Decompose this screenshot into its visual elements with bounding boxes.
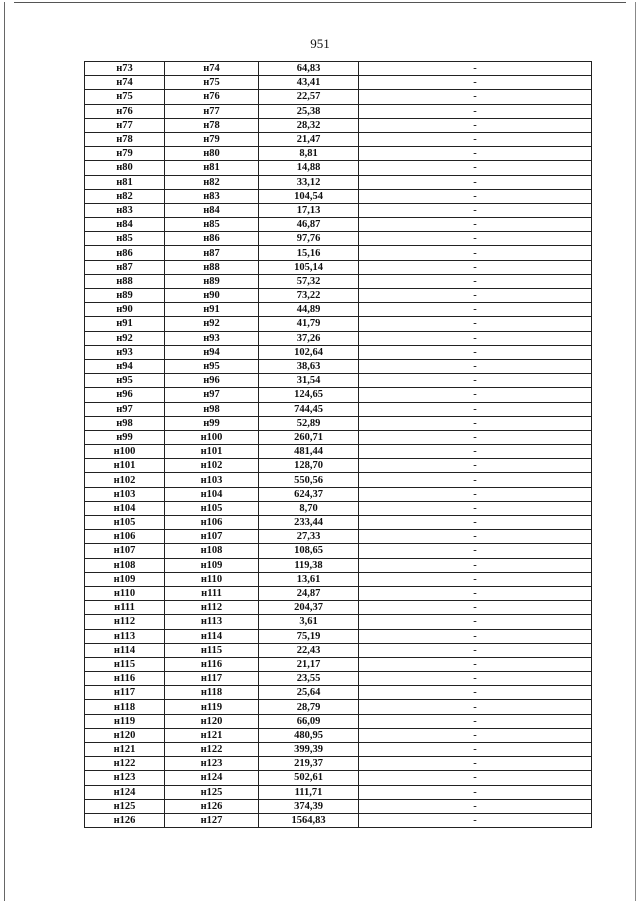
from-point-cell: н85 xyxy=(85,232,165,246)
to-point-cell: н95 xyxy=(165,359,259,373)
length-cell: 44,89 xyxy=(259,303,359,317)
table-row xyxy=(85,785,592,799)
from-point-cell: н105 xyxy=(85,516,165,530)
note-cell: - xyxy=(359,700,592,714)
length-cell: 21,47 xyxy=(259,132,359,146)
length-cell: 111,71 xyxy=(259,785,359,799)
note-cell: - xyxy=(359,104,592,118)
table-row xyxy=(85,218,592,232)
length-cell: 1564,83 xyxy=(259,813,359,827)
table-row xyxy=(85,813,592,827)
boundary-table xyxy=(84,61,592,828)
from-point-cell: н119 xyxy=(85,714,165,728)
from-point-cell: н74 xyxy=(85,76,165,90)
note-cell: - xyxy=(359,161,592,175)
table-row xyxy=(85,317,592,331)
from-point-cell: н113 xyxy=(85,629,165,643)
page-border-left xyxy=(4,2,5,901)
to-point-cell: н82 xyxy=(165,175,259,189)
from-point-cell: н114 xyxy=(85,643,165,657)
from-point-cell: н117 xyxy=(85,686,165,700)
to-point-cell: н81 xyxy=(165,161,259,175)
table-row xyxy=(85,388,592,402)
to-point-cell: н101 xyxy=(165,445,259,459)
note-cell: - xyxy=(359,672,592,686)
from-point-cell: н93 xyxy=(85,345,165,359)
from-point-cell: н78 xyxy=(85,132,165,146)
table-row xyxy=(85,445,592,459)
note-cell: - xyxy=(359,473,592,487)
to-point-cell: н86 xyxy=(165,232,259,246)
from-point-cell: н98 xyxy=(85,416,165,430)
length-cell: 41,79 xyxy=(259,317,359,331)
note-cell: - xyxy=(359,601,592,615)
table-row xyxy=(85,90,592,104)
note-cell: - xyxy=(359,345,592,359)
length-cell: 14,88 xyxy=(259,161,359,175)
from-point-cell: н86 xyxy=(85,246,165,260)
from-point-cell: н101 xyxy=(85,459,165,473)
page-border-top xyxy=(14,2,626,3)
from-point-cell: н97 xyxy=(85,402,165,416)
note-cell: - xyxy=(359,629,592,643)
note-cell: - xyxy=(359,260,592,274)
length-cell: 8,81 xyxy=(259,147,359,161)
from-point-cell: н84 xyxy=(85,218,165,232)
length-cell: 97,76 xyxy=(259,232,359,246)
length-cell: 624,37 xyxy=(259,487,359,501)
to-point-cell: н100 xyxy=(165,430,259,444)
to-point-cell: н118 xyxy=(165,686,259,700)
table-row xyxy=(85,232,592,246)
length-cell: 104,54 xyxy=(259,189,359,203)
from-point-cell: н124 xyxy=(85,785,165,799)
note-cell: - xyxy=(359,232,592,246)
table-row xyxy=(85,303,592,317)
length-cell: 27,33 xyxy=(259,530,359,544)
from-point-cell: н110 xyxy=(85,586,165,600)
from-point-cell: н94 xyxy=(85,359,165,373)
from-point-cell: н80 xyxy=(85,161,165,175)
table-row xyxy=(85,175,592,189)
table-row xyxy=(85,331,592,345)
from-point-cell: н115 xyxy=(85,657,165,671)
length-cell: 204,37 xyxy=(259,601,359,615)
to-point-cell: н111 xyxy=(165,586,259,600)
to-point-cell: н93 xyxy=(165,331,259,345)
to-point-cell: н88 xyxy=(165,260,259,274)
from-point-cell: н122 xyxy=(85,757,165,771)
table-row xyxy=(85,473,592,487)
length-cell: 502,61 xyxy=(259,771,359,785)
to-point-cell: н122 xyxy=(165,743,259,757)
from-point-cell: н92 xyxy=(85,331,165,345)
to-point-cell: н112 xyxy=(165,601,259,615)
to-point-cell: н105 xyxy=(165,501,259,515)
table-row xyxy=(85,203,592,217)
note-cell: - xyxy=(359,530,592,544)
from-point-cell: н121 xyxy=(85,743,165,757)
from-point-cell: н77 xyxy=(85,118,165,132)
note-cell: - xyxy=(359,572,592,586)
from-point-cell: н103 xyxy=(85,487,165,501)
table-row xyxy=(85,416,592,430)
length-cell: 119,38 xyxy=(259,558,359,572)
note-cell: - xyxy=(359,558,592,572)
note-cell: - xyxy=(359,331,592,345)
from-point-cell: н87 xyxy=(85,260,165,274)
table-row xyxy=(85,728,592,742)
table-row xyxy=(85,672,592,686)
table-row xyxy=(85,459,592,473)
from-point-cell: н95 xyxy=(85,374,165,388)
length-cell: 105,14 xyxy=(259,260,359,274)
note-cell: - xyxy=(359,274,592,288)
to-point-cell: н106 xyxy=(165,516,259,530)
length-cell: 219,37 xyxy=(259,757,359,771)
note-cell: - xyxy=(359,714,592,728)
length-cell: 43,41 xyxy=(259,76,359,90)
length-cell: 3,61 xyxy=(259,615,359,629)
to-point-cell: н125 xyxy=(165,785,259,799)
note-cell: - xyxy=(359,657,592,671)
table-row xyxy=(85,629,592,643)
table-row xyxy=(85,530,592,544)
length-cell: 374,39 xyxy=(259,799,359,813)
note-cell: - xyxy=(359,132,592,146)
to-point-cell: н120 xyxy=(165,714,259,728)
table-row xyxy=(85,118,592,132)
note-cell: - xyxy=(359,643,592,657)
table-row xyxy=(85,700,592,714)
to-point-cell: н114 xyxy=(165,629,259,643)
table-row xyxy=(85,260,592,274)
note-cell: - xyxy=(359,62,592,76)
table-row xyxy=(85,345,592,359)
length-cell: 37,26 xyxy=(259,331,359,345)
to-point-cell: н108 xyxy=(165,544,259,558)
table-row xyxy=(85,601,592,615)
table-row xyxy=(85,799,592,813)
note-cell: - xyxy=(359,203,592,217)
to-point-cell: н109 xyxy=(165,558,259,572)
to-point-cell: н74 xyxy=(165,62,259,76)
to-point-cell: н92 xyxy=(165,317,259,331)
note-cell: - xyxy=(359,289,592,303)
table-row xyxy=(85,686,592,700)
length-cell: 52,89 xyxy=(259,416,359,430)
from-point-cell: н125 xyxy=(85,799,165,813)
to-point-cell: н110 xyxy=(165,572,259,586)
note-cell: - xyxy=(359,487,592,501)
from-point-cell: н75 xyxy=(85,90,165,104)
length-cell: 46,87 xyxy=(259,218,359,232)
length-cell: 22,57 xyxy=(259,90,359,104)
note-cell: - xyxy=(359,175,592,189)
table-row xyxy=(85,189,592,203)
to-point-cell: н127 xyxy=(165,813,259,827)
table-row xyxy=(85,586,592,600)
note-cell: - xyxy=(359,90,592,104)
to-point-cell: н90 xyxy=(165,289,259,303)
note-cell: - xyxy=(359,743,592,757)
to-point-cell: н80 xyxy=(165,147,259,161)
note-cell: - xyxy=(359,757,592,771)
note-cell: - xyxy=(359,388,592,402)
from-point-cell: н112 xyxy=(85,615,165,629)
note-cell: - xyxy=(359,586,592,600)
note-cell: - xyxy=(359,686,592,700)
to-point-cell: н121 xyxy=(165,728,259,742)
table-row xyxy=(85,161,592,175)
from-point-cell: н108 xyxy=(85,558,165,572)
to-point-cell: н124 xyxy=(165,771,259,785)
from-point-cell: н118 xyxy=(85,700,165,714)
to-point-cell: н115 xyxy=(165,643,259,657)
to-point-cell: н116 xyxy=(165,657,259,671)
to-point-cell: н97 xyxy=(165,388,259,402)
length-cell: 25,64 xyxy=(259,686,359,700)
table-row xyxy=(85,757,592,771)
length-cell: 260,71 xyxy=(259,430,359,444)
from-point-cell: н100 xyxy=(85,445,165,459)
from-point-cell: н99 xyxy=(85,430,165,444)
to-point-cell: н96 xyxy=(165,374,259,388)
table-row xyxy=(85,657,592,671)
table-row xyxy=(85,615,592,629)
to-point-cell: н91 xyxy=(165,303,259,317)
from-point-cell: н120 xyxy=(85,728,165,742)
table-row xyxy=(85,572,592,586)
table-row xyxy=(85,76,592,90)
table-row xyxy=(85,544,592,558)
page-number: 951 xyxy=(310,36,330,51)
note-cell: - xyxy=(359,118,592,132)
note-cell: - xyxy=(359,218,592,232)
table-row xyxy=(85,430,592,444)
note-cell: - xyxy=(359,246,592,260)
from-point-cell: н73 xyxy=(85,62,165,76)
length-cell: 233,44 xyxy=(259,516,359,530)
table-row xyxy=(85,104,592,118)
length-cell: 15,16 xyxy=(259,246,359,260)
length-cell: 128,70 xyxy=(259,459,359,473)
to-point-cell: н103 xyxy=(165,473,259,487)
from-point-cell: н104 xyxy=(85,501,165,515)
from-point-cell: н96 xyxy=(85,388,165,402)
note-cell: - xyxy=(359,430,592,444)
note-cell: - xyxy=(359,771,592,785)
to-point-cell: н76 xyxy=(165,90,259,104)
length-cell: 8,70 xyxy=(259,501,359,515)
to-point-cell: н77 xyxy=(165,104,259,118)
note-cell: - xyxy=(359,516,592,530)
to-point-cell: н87 xyxy=(165,246,259,260)
length-cell: 57,32 xyxy=(259,274,359,288)
length-cell: 73,22 xyxy=(259,289,359,303)
length-cell: 25,38 xyxy=(259,104,359,118)
note-cell: - xyxy=(359,445,592,459)
length-cell: 21,17 xyxy=(259,657,359,671)
table-row xyxy=(85,132,592,146)
from-point-cell: н116 xyxy=(85,672,165,686)
note-cell: - xyxy=(359,799,592,813)
table-row xyxy=(85,246,592,260)
from-point-cell: н91 xyxy=(85,317,165,331)
from-point-cell: н89 xyxy=(85,289,165,303)
from-point-cell: н102 xyxy=(85,473,165,487)
table-row xyxy=(85,147,592,161)
table-row xyxy=(85,274,592,288)
length-cell: 28,79 xyxy=(259,700,359,714)
to-point-cell: н123 xyxy=(165,757,259,771)
note-cell: - xyxy=(359,76,592,90)
to-point-cell: н89 xyxy=(165,274,259,288)
to-point-cell: н75 xyxy=(165,76,259,90)
note-cell: - xyxy=(359,785,592,799)
from-point-cell: н123 xyxy=(85,771,165,785)
to-point-cell: н104 xyxy=(165,487,259,501)
from-point-cell: н107 xyxy=(85,544,165,558)
from-point-cell: н88 xyxy=(85,274,165,288)
table-row xyxy=(85,714,592,728)
to-point-cell: н113 xyxy=(165,615,259,629)
length-cell: 17,13 xyxy=(259,203,359,217)
to-point-cell: н119 xyxy=(165,700,259,714)
note-cell: - xyxy=(359,317,592,331)
length-cell: 744,45 xyxy=(259,402,359,416)
note-cell: - xyxy=(359,374,592,388)
to-point-cell: н99 xyxy=(165,416,259,430)
table-row xyxy=(85,743,592,757)
table-body xyxy=(85,62,592,828)
from-point-cell: н106 xyxy=(85,530,165,544)
note-cell: - xyxy=(359,728,592,742)
length-cell: 33,12 xyxy=(259,175,359,189)
from-point-cell: н81 xyxy=(85,175,165,189)
length-cell: 13,61 xyxy=(259,572,359,586)
to-point-cell: н83 xyxy=(165,189,259,203)
to-point-cell: н84 xyxy=(165,203,259,217)
length-cell: 108,65 xyxy=(259,544,359,558)
length-cell: 102,64 xyxy=(259,345,359,359)
note-cell: - xyxy=(359,501,592,515)
length-cell: 38,63 xyxy=(259,359,359,373)
note-cell: - xyxy=(359,813,592,827)
note-cell: - xyxy=(359,402,592,416)
table-row xyxy=(85,643,592,657)
from-point-cell: н79 xyxy=(85,147,165,161)
length-cell: 399,39 xyxy=(259,743,359,757)
note-cell: - xyxy=(359,189,592,203)
note-cell: - xyxy=(359,459,592,473)
to-point-cell: н102 xyxy=(165,459,259,473)
table-row xyxy=(85,516,592,530)
length-cell: 22,43 xyxy=(259,643,359,657)
to-point-cell: н79 xyxy=(165,132,259,146)
length-cell: 75,19 xyxy=(259,629,359,643)
from-point-cell: н90 xyxy=(85,303,165,317)
length-cell: 23,55 xyxy=(259,672,359,686)
from-point-cell: н76 xyxy=(85,104,165,118)
table-row xyxy=(85,359,592,373)
table-row xyxy=(85,289,592,303)
from-point-cell: н82 xyxy=(85,189,165,203)
from-point-cell: н109 xyxy=(85,572,165,586)
note-cell: - xyxy=(359,303,592,317)
table-row xyxy=(85,402,592,416)
table-row xyxy=(85,771,592,785)
to-point-cell: н107 xyxy=(165,530,259,544)
to-point-cell: н98 xyxy=(165,402,259,416)
to-point-cell: н94 xyxy=(165,345,259,359)
table-row xyxy=(85,374,592,388)
to-point-cell: н85 xyxy=(165,218,259,232)
table-row xyxy=(85,487,592,501)
length-cell: 66,09 xyxy=(259,714,359,728)
length-cell: 124,65 xyxy=(259,388,359,402)
from-point-cell: н83 xyxy=(85,203,165,217)
length-cell: 24,87 xyxy=(259,586,359,600)
note-cell: - xyxy=(359,359,592,373)
from-point-cell: н126 xyxy=(85,813,165,827)
length-cell: 550,56 xyxy=(259,473,359,487)
to-point-cell: н78 xyxy=(165,118,259,132)
note-cell: - xyxy=(359,147,592,161)
note-cell: - xyxy=(359,544,592,558)
length-cell: 64,83 xyxy=(259,62,359,76)
note-cell: - xyxy=(359,615,592,629)
page-border-right xyxy=(635,2,636,901)
length-cell: 481,44 xyxy=(259,445,359,459)
note-cell: - xyxy=(359,416,592,430)
table-row xyxy=(85,558,592,572)
length-cell: 31,54 xyxy=(259,374,359,388)
to-point-cell: н126 xyxy=(165,799,259,813)
from-point-cell: н111 xyxy=(85,601,165,615)
table-row xyxy=(85,501,592,515)
to-point-cell: н117 xyxy=(165,672,259,686)
length-cell: 480,95 xyxy=(259,728,359,742)
length-cell: 28,32 xyxy=(259,118,359,132)
table-row xyxy=(85,62,592,76)
